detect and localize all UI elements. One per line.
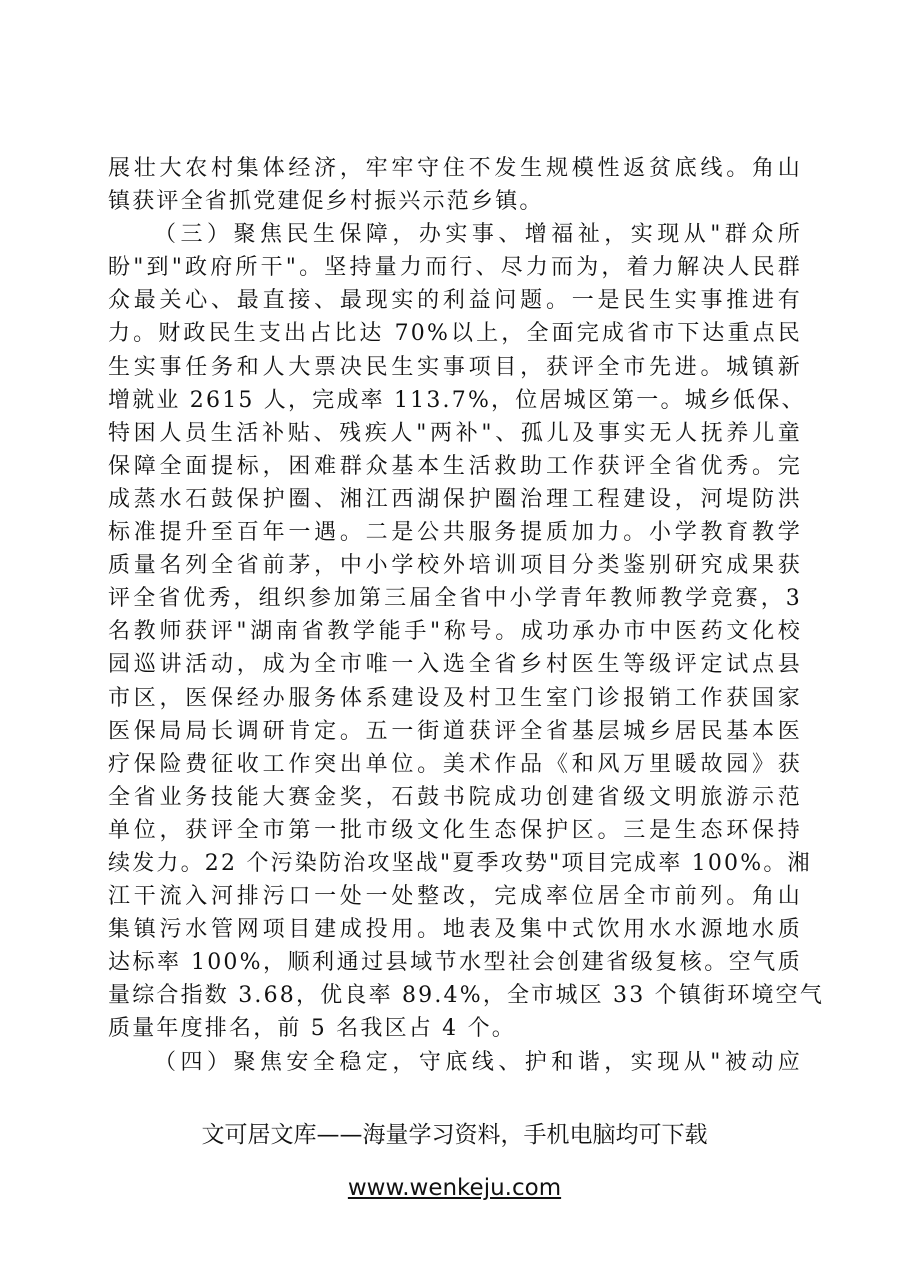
text-line: 生实事任务和人大票决民生实事项目，获评全市先进。城镇新	[108, 354, 802, 380]
text-line: 量综合指数 3.68，优良率 89.4%，全市城区 33 个镇街环境空气	[108, 983, 825, 1009]
text-line: 标准提升至百年一遇。二是公共服务提质加力。小学教育教学	[108, 520, 802, 546]
text-line: 众最关心、最直接、最现实的利益问题。一是民生实事推进有	[108, 288, 802, 314]
text-line: 全省业务技能大赛金奖，石鼓书院成功创建省级文明旅游示范	[108, 784, 802, 810]
body-text	[108, 152, 825, 1079]
text-line: 质量名列全省前茅，中小学校外培训项目分类鉴别研究成果获	[108, 553, 802, 579]
footer-url-link[interactable]: www.wenkeju.com	[347, 1175, 562, 1201]
section-heading-line: （三）聚焦民生保障，办实事、增福祉，实现从"群众所	[154, 222, 802, 248]
text-line: 盼"到"政府所干"。坚持量力而行、尽力而为，着力解决人民群	[108, 255, 802, 281]
text-line: 特困人员生活补贴、残疾人"两补"、孤儿及事实无人抚养儿童	[108, 420, 802, 446]
footer-slogan: 文可居文库——海量学习资料，手机电脑均可下载	[201, 1122, 708, 1148]
text-line: 成蒸水石鼓保护圈、湘江西湖保护圈治理工程建设，河堤防洪	[108, 486, 802, 512]
text-line: 名教师获评"湖南省教学能手"称号。成功承办市中医药文化校	[108, 619, 802, 645]
text-line: 增就业 2615 人，完成率 113.7%，位居城区第一。城乡低保、	[108, 387, 806, 413]
text-line: 镇获评全省抓党建促乡村振兴示范乡镇。	[108, 189, 544, 215]
text-line: 医保局局长调研肯定。五一街道获评全省基层城乡居民基本医	[108, 718, 802, 744]
text-line: 园巡讲活动，成为全市唯一入选全省乡村医生等级评定试点县	[108, 652, 802, 678]
text-line: 疗保险费征收工作突出单位。美术作品《和风万里暖故园》获	[108, 751, 802, 777]
text-line: 评全省优秀，组织参加第三届全省中小学青年教师教学竞赛，3	[108, 586, 802, 612]
text-line: 集镇污水管网项目建成投用。地表及集中式饮用水水源地水质	[108, 917, 802, 943]
text-line: 力。财政民生支出占比达 70%以上，全面完成省市下达重点民	[108, 321, 802, 347]
text-line: 单位，获评全市第一批市级文化生态保护区。三是生态环保持	[108, 817, 802, 843]
text-line: 市区，医保经办服务体系建设及村卫生室门诊报销工作获国家	[108, 685, 802, 711]
text-line: 保障全面提标，困难群众基本生活救助工作获评全省优秀。完	[108, 453, 802, 479]
text-line: 续发力。22 个污染防治攻坚战"夏季攻势"项目完成率 100%。湘	[108, 850, 812, 876]
section-heading-line: （四）聚焦安全稳定，守底线、护和谐，实现从"被动应	[154, 1049, 802, 1075]
text-line: 展壮大农村集体经济，牢牢守住不发生规模性返贫底线。角山	[108, 156, 802, 181]
text-line: 达标率 100%，顺利通过县域节水型社会创建省级复核。空气质	[108, 950, 802, 976]
text-line: 质量年度排名，前 5 名我区占 4 个。	[108, 1016, 516, 1042]
text-line: 江干流入河排污口一处一处整改，完成率位居全市前列。角山	[108, 884, 802, 910]
